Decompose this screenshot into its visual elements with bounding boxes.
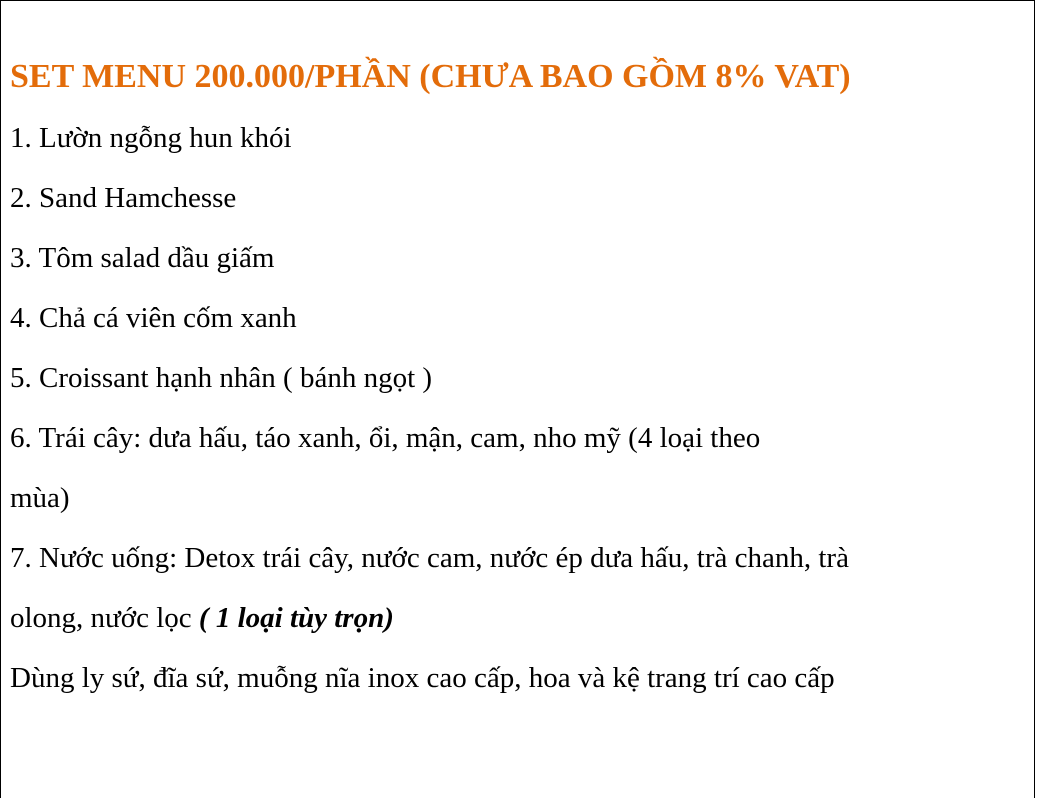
menu-item-5: 5. Croissant hạnh nhân ( bánh ngọt ) xyxy=(10,362,433,394)
menu-item-6-line-1: 6. Trái cây: dưa hấu, táo xanh, ổi, mận, cam, nho mỹ (4 loại theo xyxy=(10,422,761,454)
menu-item-2: 2. Sand Hamchesse xyxy=(10,182,237,214)
menu-item-7-prefix: olong, nước lọc xyxy=(10,602,199,634)
menu-item-3: 3. Tôm salad dầu giấm xyxy=(10,242,275,274)
menu-item-7-emphasis: ( 1 loại tùy trọn) xyxy=(198,602,394,634)
menu-item-6-line-2: mùa) xyxy=(10,482,70,514)
menu-item-1: 1. Lườn ngỗng hun khói xyxy=(10,122,292,154)
menu-item-4: 4. Chả cá viên cốm xanh xyxy=(10,302,297,334)
menu-document xyxy=(10,48,1025,708)
menu-item-7-line-2 xyxy=(10,588,1025,648)
menu-item-7-line-1: 7. Nước uống: Detox trái cây, nước cam, nước ép dưa hấu, trà chanh, trà xyxy=(10,542,849,574)
menu-title: SET MENU 200.000/PHẦN (CHƯA BAO GỒM 8% VAT) xyxy=(10,58,851,95)
footer-note: Dùng ly sứ, đĩa sứ, muỗng nĩa inox cao cấp, hoa và kệ trang trí cao cấp xyxy=(10,662,835,694)
